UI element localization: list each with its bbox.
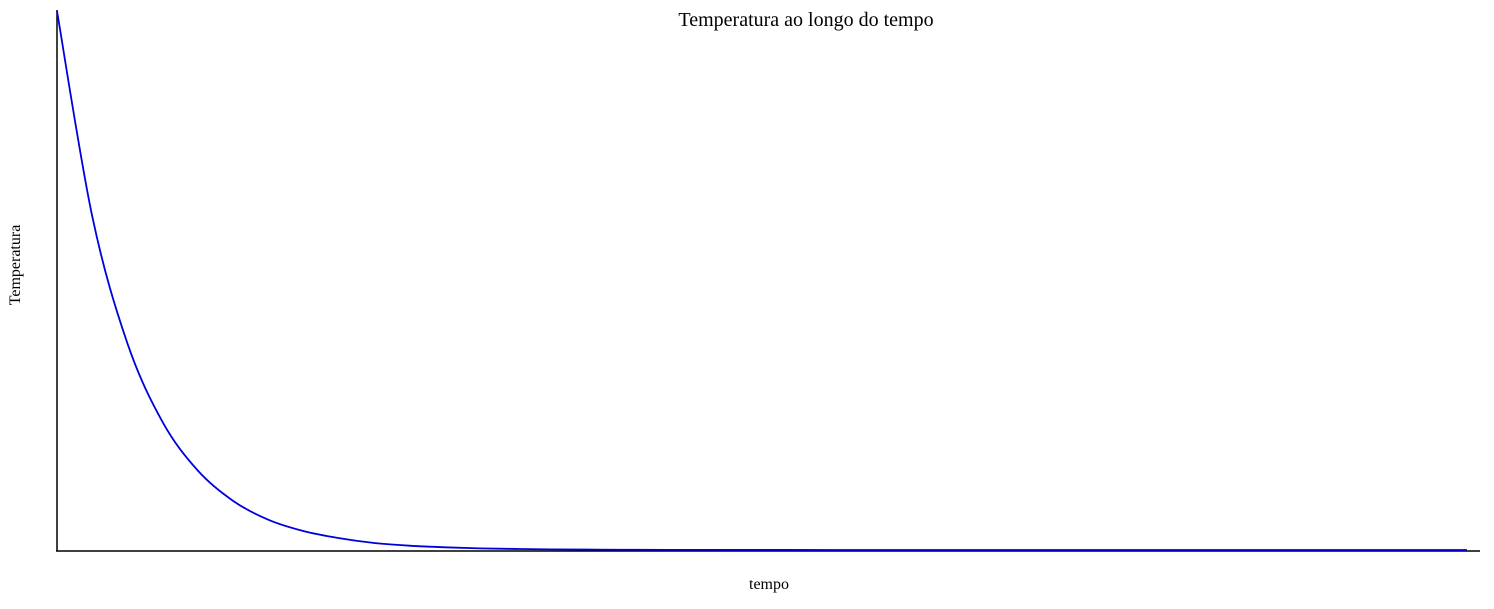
series-layer: [57, 11, 1467, 550]
x-axis-label: tempo: [749, 576, 789, 593]
y-axis-label: Temperatura: [7, 224, 24, 306]
series-line-0: [57, 11, 1467, 550]
chart-title: Temperatura ao longo do tempo: [678, 9, 934, 31]
